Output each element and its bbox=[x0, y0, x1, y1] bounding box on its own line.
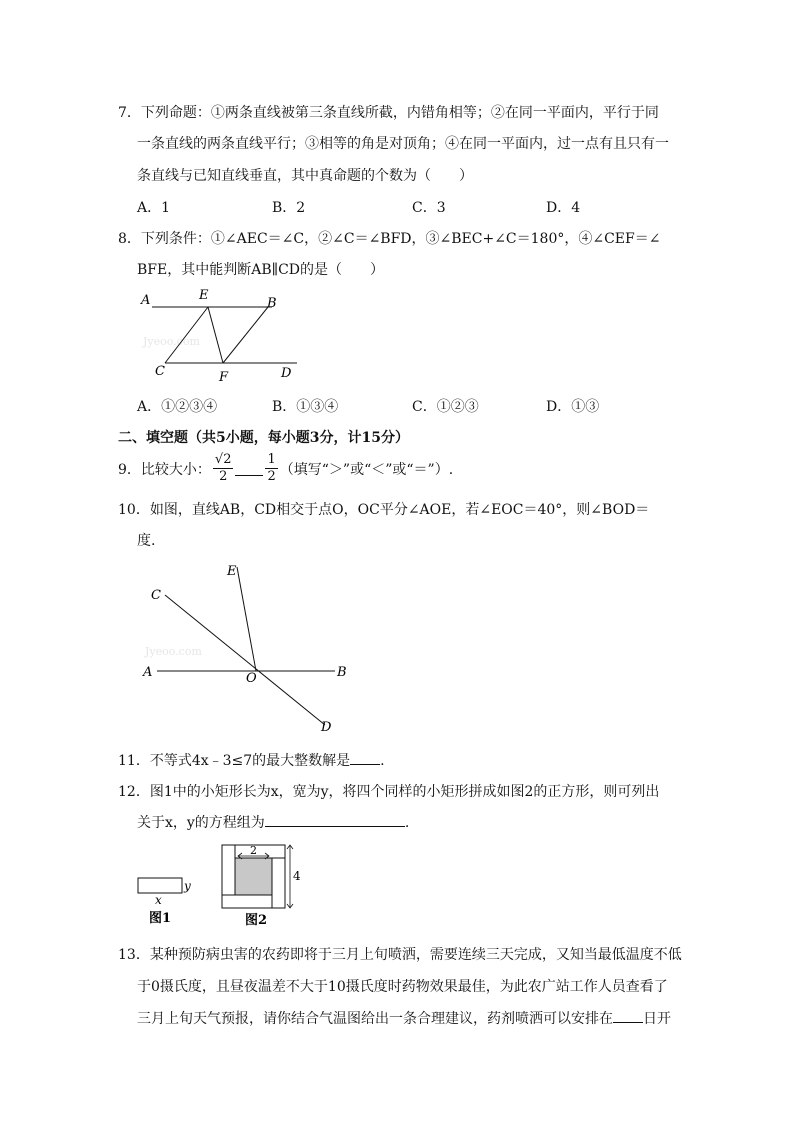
q13-line-3 bbox=[137, 1008, 671, 1028]
q13-line-1: 13．某种预防病虫害的农药即将于三月上旬喷洒，需要连续三天完成，又知当最低温度不低 bbox=[118, 947, 682, 963]
q9-prefix: 9．比较大小： bbox=[118, 461, 211, 478]
point-o-label: O bbox=[246, 671, 257, 686]
figure-1-caption: 图1 bbox=[149, 911, 172, 926]
q13-answer-blank[interactable] bbox=[613, 1008, 643, 1023]
point-d-label: D bbox=[281, 366, 292, 381]
point-e-label: E bbox=[199, 288, 209, 303]
point-a-label: A bbox=[141, 293, 151, 308]
figure-2-caption: 图2 bbox=[245, 913, 268, 928]
q10-figure bbox=[135, 555, 360, 740]
q9-frac1-numerator: √2 bbox=[214, 452, 232, 467]
q8-option-a: A．①②③④ bbox=[137, 399, 218, 415]
q7-line-3: 条直线与已知直线垂直，其中真命题的个数为（ ） bbox=[137, 168, 473, 184]
q8-option-b: B．①③④ bbox=[272, 399, 339, 415]
q9-frac2-numerator: 1 bbox=[267, 452, 276, 467]
q7-option-d: D．4 bbox=[546, 200, 581, 216]
q8-line-2: BFE，其中能判断AB∥CD的是（ ） bbox=[137, 262, 385, 278]
q12-line-2 bbox=[137, 812, 409, 832]
q9-suffix: （填写“＞”或“＜”或“＝”）. bbox=[279, 461, 454, 478]
x-label: x bbox=[155, 893, 162, 907]
point-e-label: E bbox=[227, 564, 237, 579]
q12-figure-2 bbox=[215, 840, 305, 932]
point-f-label: F bbox=[219, 370, 229, 385]
q9-fraction-1 bbox=[213, 452, 234, 485]
q10-line-2: 度. bbox=[137, 533, 156, 549]
q11-period: . bbox=[380, 753, 385, 769]
q12-text: 关于x，y的方程组为 bbox=[137, 815, 265, 831]
q9-frac1-denominator: 2 bbox=[219, 469, 228, 484]
q11-answer-blank[interactable] bbox=[350, 750, 380, 765]
q13-line-2: 于0摄氏度，且昼夜温差不大于10摄氏度时药物效果最佳，为此农广站工作人员查看了 bbox=[137, 979, 668, 995]
q13-text-end: 日开 bbox=[643, 1011, 671, 1027]
q12-period: . bbox=[404, 815, 410, 831]
q7-line-1: 7．下列命题：①两条直线被第三条直线所截，内错角相等；②在同一平面内，平行于同 bbox=[118, 105, 659, 121]
q9-line bbox=[118, 452, 453, 485]
q9-fraction-2 bbox=[265, 452, 277, 485]
watermark: Jyeoo.com bbox=[145, 645, 202, 658]
y-label: y bbox=[184, 879, 191, 893]
q7-option-b: B．2 bbox=[272, 200, 306, 216]
watermark: Jyeoo.com bbox=[143, 335, 200, 348]
two-label: 2 bbox=[250, 844, 257, 857]
q8-line-1: 8．下列条件：①∠AEC＝∠C，②∠C＝∠BFD，③∠BEC+∠C＝180°，④∠CEF＝∠ bbox=[118, 231, 661, 247]
q12-figure-1 bbox=[135, 870, 200, 930]
q7-line-2: 一条直线的两条直线平行；③相等的角是对顶角；④在同一平面内，过一点有且只有一 bbox=[137, 136, 669, 152]
q12-answer-blank[interactable] bbox=[265, 812, 405, 827]
q9-answer-blank[interactable] bbox=[235, 461, 263, 476]
q9-frac2-denominator: 2 bbox=[267, 469, 276, 484]
q10-line-1: 10．如图，直线AB，CD相交于点O，OC平分∠AOE，若∠EOC＝40°，则∠BOD＝ bbox=[118, 502, 650, 518]
q13-text: 三月上旬天气预报，请你结合气温图给出一条合理建议，药剂喷洒可以安排在 bbox=[137, 1011, 613, 1027]
q11-text: 11．不等式4x﹣3≤7的最大整数解是 bbox=[118, 753, 351, 769]
point-c-label: C bbox=[155, 364, 165, 379]
q8-figure bbox=[135, 285, 310, 385]
point-c-label: C bbox=[151, 588, 161, 603]
q8-option-c: C．①②③ bbox=[412, 399, 479, 415]
q12-line-1: 12．图1中的小矩形长为x，宽为y，将四个同样的小矩形拼成如图2的正方形，则可列出 bbox=[118, 784, 660, 800]
point-b-label: B bbox=[337, 665, 347, 680]
point-a-label: A bbox=[143, 665, 153, 680]
q7-option-c: C．3 bbox=[412, 200, 446, 216]
q8-option-d: D．①③ bbox=[546, 399, 600, 415]
point-d-label: D bbox=[321, 720, 332, 735]
four-label: 4 bbox=[293, 869, 301, 883]
point-b-label: B bbox=[267, 296, 277, 311]
q11-line bbox=[118, 750, 385, 770]
q7-option-a: A．1 bbox=[137, 200, 171, 216]
section-heading: 二、填空题（共5小题，每小题3分，计15分） bbox=[118, 430, 409, 446]
